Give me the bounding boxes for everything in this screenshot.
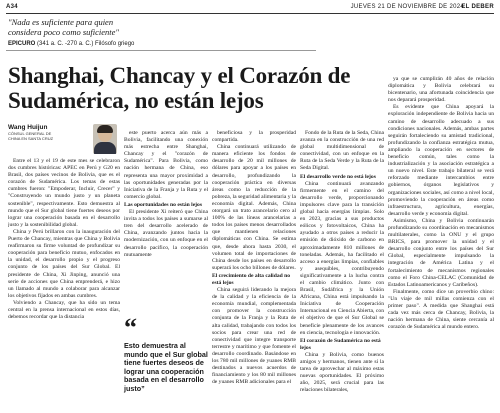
article-column-5 bbox=[388, 76, 494, 410]
quote-line-2: considera poco como suficiente" bbox=[8, 27, 119, 37]
author-role-line-1: CÓNSUL GENERAL DE bbox=[8, 131, 52, 136]
author-role-line-2: CHINA EN SANTA CRUZ bbox=[8, 136, 54, 141]
paragraph: China y Perú brillaron con la inauguración del Puerto de Chancay, mientras que China y Bolivia reafirmaron su firme voluntad de profundizar su cooperación para beneficio mutuo, enfocados en la unidad, el desarrollo propio y el progreso conjunto de los países del Sur Global. El presidente de China, Xi Jinping, anunció una serie de acciones que China emprenderá, e hizo un llamado al mundo a colaborar para alcanzar los objetivos fijados en ambas cumbres. bbox=[8, 228, 120, 299]
daily-quote bbox=[8, 17, 308, 37]
issue-date: JUEVES 21 DE NOVIEMBRE DE 2024 bbox=[350, 4, 464, 10]
section-subheading: El corazón de Sudamérica no está lejos bbox=[300, 337, 381, 351]
paragraph: Entre el 13 y el 19 de este mes se celebraron dos cumbres históricas: APEC en Perú y G20 en Brasil, dos países vecinos de Bolivia, que es el corazón de Sudamérica. Los temas de estas cumbres fueron: "Empoderar, Incluir, Crecer" y "Construyendo un mundo justo y un planeta sostenible", respectivamente. Esto demuestra al mundo que el Sur global tiene fuertes deseos por lograr una cooperación basada en el desarrollo justo y la sostenibilidad global. bbox=[8, 158, 120, 228]
page-number: A34 bbox=[6, 4, 18, 10]
article-column-2 bbox=[124, 130, 208, 310]
paragraph: China continuará utilizando de manera eficiente los fondos de desarrollo de 20 mil millones de dólares para apoyar a los países en desarrollo, profundizando la cooperación práctica en diversas áreas como la reducción de la pobreza, la seguridad alimentaria y la economía digital. Además, China otorgará un trato arancelario cero al 100% de las líneas arancelarias a todos los países menos desarrollados que mantienen relaciones diplomáticas con China. Se estima que, desde ahora hasta 2030, el volumen total de importaciones de China desde los países en desarrollo superará los ocho billones de dólares. bbox=[212, 144, 296, 271]
paragraph: Fondo de la Ruta de la Seda, China avanza en la construcción de una red global multidimensional de conectividad, con un enfoque en la Ruta de la Seda Verde y la Ruta de la Seda Digital. bbox=[300, 130, 384, 172]
header-divider bbox=[6, 13, 494, 14]
paragraph: China y Bolivia, como buenos amigos y hermanos, tienen ante sí la tarea de aprovechar al máximo estas nuevas oportunidades. El próximo año, 2025, será crucial para las relaciones bilaterales, bbox=[300, 351, 384, 394]
paragraph: El presidente Xi reiteró que China invita a todos los países a sumarse al tren del desarrollo acelerado de China, avanzando juntos hacia la modernización, con un enfoque en el desarrollo pacífico, la cooperación mutuamente bbox=[124, 209, 208, 258]
section-subheading: El crecimiento de alta calidad no está lejos bbox=[212, 272, 291, 286]
article-column-3 bbox=[212, 130, 296, 410]
pull-quote-text: Esto demuestra al mundo que el Sur global tiene fuertes deseos de lograr una cooperación basada en el desarrollo justo” bbox=[124, 341, 208, 393]
article-column-1 bbox=[8, 158, 120, 410]
paragraph: beneficiosa y la prosperidad compartida. bbox=[212, 130, 296, 144]
quote-divider bbox=[6, 50, 316, 51]
article-headline bbox=[8, 63, 438, 113]
newspaper-name: EL DEBER bbox=[461, 4, 494, 10]
paragraph: Finalmente, como dice un proverbio chino: "Un viaje de mil millas comienza con el primer paso". A medida que Shanghai está cada vez más cerca de Chancay, Bolivia, la nación hermana de China, siente cercanía al corazón de Sudamérica al mundo entero. bbox=[388, 288, 494, 331]
quote-line-1: "Nada es suficiente para quien bbox=[8, 17, 114, 27]
author-photo bbox=[93, 124, 117, 154]
author-name: Wang Huijun bbox=[8, 124, 48, 131]
paragraph: Volviendo a Chancay, que ha sido un tema central en la prensa internacional en estos días, debemos recordar que la distancia bbox=[8, 299, 120, 321]
byline bbox=[8, 124, 98, 141]
paragraph: China continuará avanzando firmemente en el camino del desarrollo verde, proporcionando impulsores clave para la transición global hacia energías limpias. Solo en 2023, gracias a sus productos eólicos y fotovoltaicos, China ha ayudado a otros países a reducir la emisión de dióxido de carbono en aproximadamente 810 millones de toneladas. Además, ha facilitado el acceso a energías limpias, confiables y asequibles, contribuyendo significativamente a la lucha contra el cambio climático. Junto con Brasil, Sudáfrica y la Unión Africana, China está impulsando la Iniciativa de Cooperación Internacional en Ciencia Abierta, con el objetivo de que el Sur Global se beneficie plenamente de los avances en ciencia, tecnología e innovación. bbox=[300, 180, 384, 336]
pull-quote bbox=[124, 313, 210, 394]
quote-author-name: EPICURO bbox=[8, 41, 36, 47]
quote-author-detail: (341 a. C. -270 a. C.) Filósofo griego bbox=[37, 41, 135, 47]
article-column-4 bbox=[300, 130, 384, 410]
paragraph: Asimismo, China y Bolivia continuarán profundizando su coordinación en mecanismos multilaterales, como la ONU y el grupo BRICS, para promover la unidad y el desarrollo conjunto entre los países del Sur Global, especialmente impulsando la integración de América Latina y el fortalecimiento de mecanismos regionales como el Foro China-CELAC (Comunidad de Estados Latinoamericanos y Caribeños). bbox=[388, 217, 494, 288]
headline-line-1: Shanghai, Chancay y el Corazón de bbox=[8, 63, 351, 88]
section-subheading: Las oportunidades no están lejos bbox=[124, 201, 203, 208]
paragraph: Es evidente que China apoyará la exploración independiente de Bolivia hacia un camino de desarrollo adecuado a sus condiciones nacionales. Además, ambas partes seguirán fortaleciendo su amistad tradicional, profundizando la confianza estratégica mutua, ampliando la cooperación en sectores de beneficio común, tales como la industrialización y la asociación estratégica a un nuevo nivel. Este trabajo bilateral se verá reforzado mediante intercambios entre gobiernos, órganos legislativos y organizaciones sociales, así como a nivel local, promoviendo la cooperación en áreas como infraestructura, agricultura, energías, desarrollo verde y economía digital. bbox=[388, 104, 494, 217]
paragraph: ya que se cumplirán 40 años de relación diplomática y Bolivia celebrará su bicentenario, una afortunada coincidencia que nos deparará prosperidad. bbox=[388, 76, 494, 104]
quote-author bbox=[8, 41, 134, 47]
quote-mark-icon: “ bbox=[124, 313, 137, 342]
paragraph: China seguirá liderando la mejora de la calidad y la eficiencia de la economía mundial, complementada con promover la construcción conjunta de la Franja y la Ruta de alta calidad, trabajando con todos los socios para crear una red de conectividad que integre transporte terrestre y marítimo y que fomente el desarrollo coordinado. Basándose en los 780 mil millones de yuanes RMB destinados a nuevos acuerdos de financiamiento y los 80 mil millones de yuanes RMB adicionales para el bbox=[212, 287, 296, 386]
paragraph: este puerto acerca aún más a Bolivia, facilitando una conexión más estrecha entre Shanghai, Chancay y el "corazón de Sudamérica". Para Bolivia, como nación hermana de China, eso representa una mayor proximidad a las oportunidades generadas por la Iniciativa de la Franja y la Ruta y el comercio global. bbox=[124, 130, 208, 200]
section-subheading: El desarrollo verde no está lejos bbox=[300, 173, 376, 180]
headline-line-2: Sudamérica, no están lejos bbox=[8, 88, 264, 113]
